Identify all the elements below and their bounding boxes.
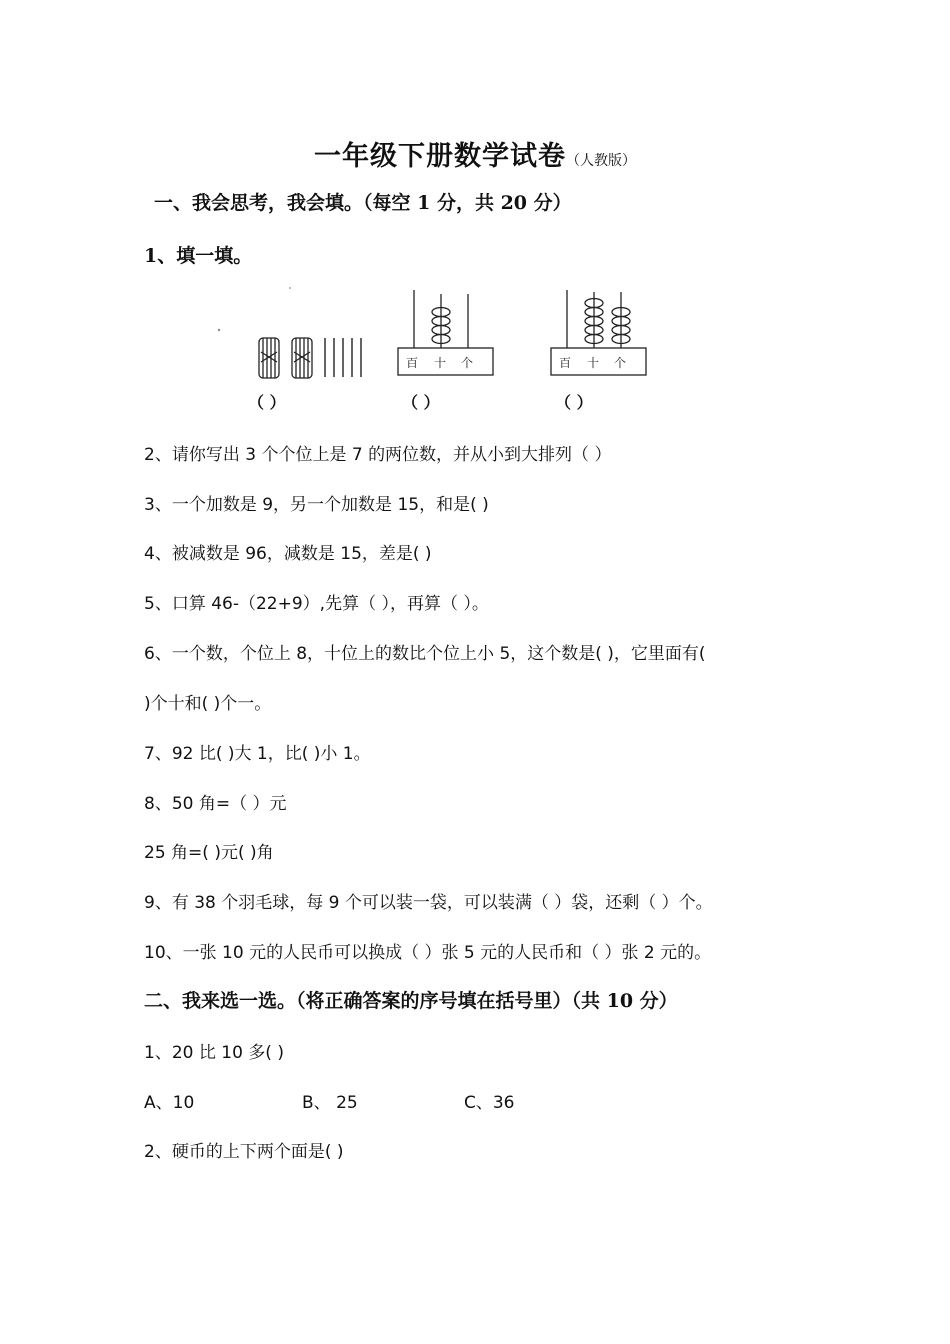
question-9: 9、有 38 个羽毛球，每 9 个可以装一袋，可以装满（ ）袋，还剩（ ）个。 — [144, 893, 713, 913]
stick-bundle-icon — [259, 338, 279, 378]
abacus-1-label-ones: 个 — [461, 356, 474, 370]
answer-blank-3: （ ） — [555, 393, 593, 412]
question-6-continued: )个十和( )个一。 — [144, 694, 272, 714]
choice-option-b: B、 25 — [302, 1093, 358, 1113]
section-2-heading: 二、我来选一选。（将正确答案的序号填在括号里）（共 10 分） — [144, 990, 678, 1012]
question-5: 5、口算 46-（22+9）,先算（ ），再算（ ）。 — [144, 594, 489, 614]
stick-bundle-icon — [292, 338, 312, 378]
abacus-1-label-hundreds: 百 — [406, 356, 419, 370]
answer-blank-2: （ ） — [402, 393, 440, 412]
exam-title — [0, 134, 950, 173]
abacus-2-label-tens: 十 — [587, 356, 600, 370]
question-6: 6、一个数，个位上 8，十位上的数比个位上小 5，这个数是( )，它里面有( — [144, 644, 706, 664]
title-edition: （人教版） — [566, 153, 636, 169]
answer-blank-1: （ ） — [248, 393, 286, 412]
section-1-heading: 一、我会思考，我会填。（每空 1 分，共 20 分） — [154, 192, 572, 214]
choice-option-c: C、36 — [464, 1093, 515, 1113]
choice-question-2: 2、硬币的上下两个面是( ) — [144, 1142, 344, 1162]
choice-option-a: A、10 — [144, 1093, 195, 1113]
abacus-2-label-ones: 个 — [614, 356, 627, 370]
title-main: 一年级下册数学试卷 — [314, 141, 566, 172]
question-2: 2、请你写出 3 个个位上是 7 的两位数，并从小到大排列（ ） — [144, 445, 612, 465]
question-8-part-2: 25 角=( )元( )角 — [144, 843, 274, 863]
question-8: 8、50 角=（ ）元 — [144, 794, 287, 814]
abacus-1-label-tens: 十 — [434, 356, 447, 370]
choice-question-1: 1、20 比 10 多( ) — [144, 1043, 284, 1063]
question-4: 4、被减数是 96，减数是 15，差是( ) — [144, 544, 432, 564]
question-1-label: 1、填一填。 — [144, 245, 253, 267]
question-3: 3、一个加数是 9，另一个加数是 15，和是( ) — [144, 495, 489, 515]
question-10: 10、一张 10 元的人民币可以换成（ ）张 5 元的人民币和（ ）张 2 元的。 — [144, 943, 712, 963]
question-7: 7、92 比( )大 1，比( )小 1。 — [144, 744, 371, 764]
single-sticks-icon — [325, 338, 361, 377]
abacus-2-label-hundreds: 百 — [559, 356, 572, 370]
